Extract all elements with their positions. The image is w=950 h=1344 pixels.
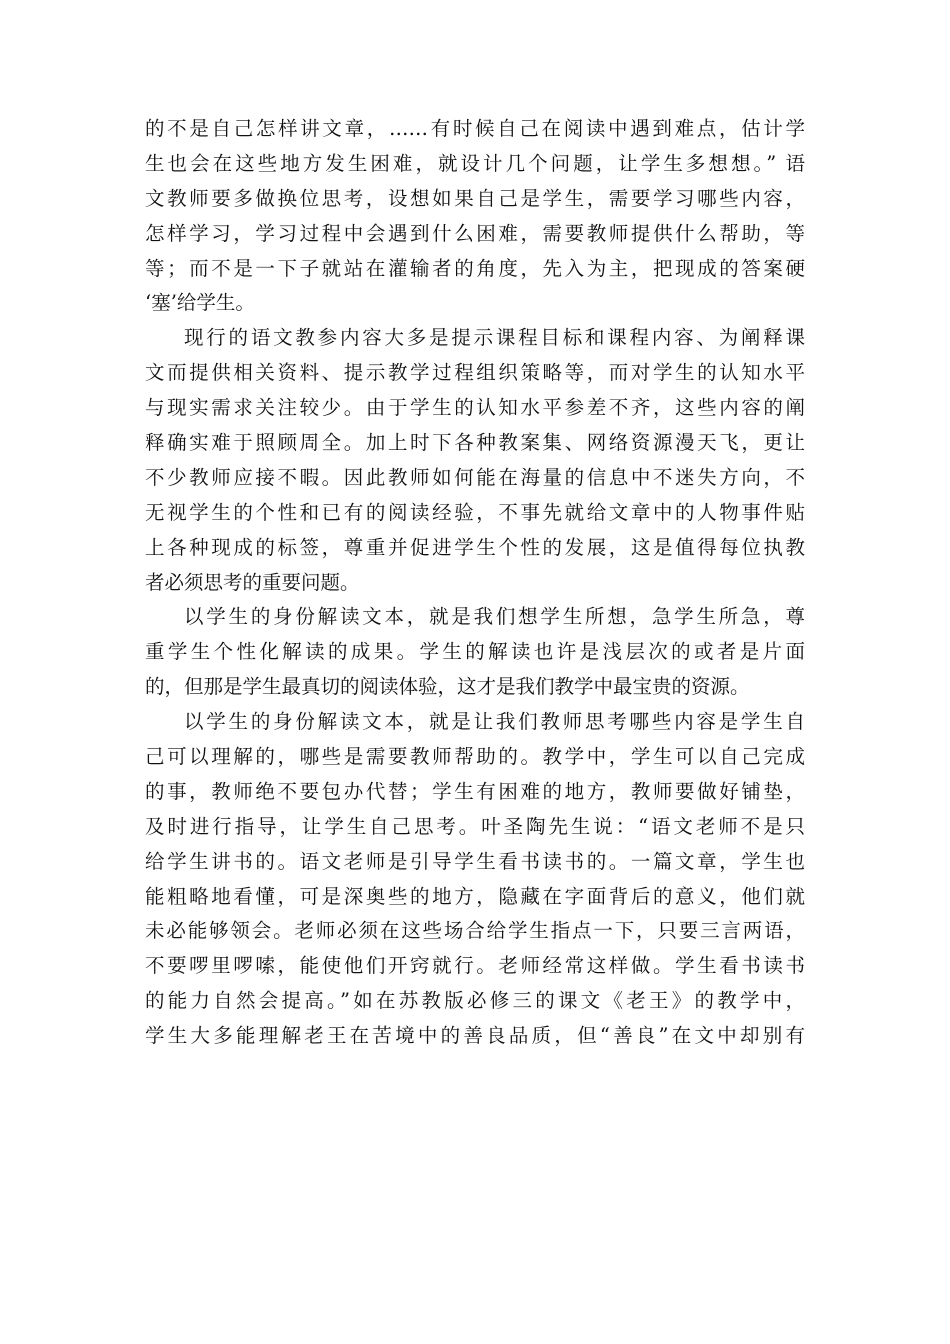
text-line: 给学生讲书的。语文老师是引导学生看书读书的。一篇文章，学生也 bbox=[145, 849, 805, 873]
text-line: 及时进行指导，让学生自己思考。叶圣陶先生说：“语文老师不是只 bbox=[145, 814, 805, 838]
text-line: 文而提供相关资料、提示教学过程组织策略等，而对学生的认知水平 bbox=[145, 361, 805, 385]
paragraph bbox=[145, 112, 805, 321]
text-line: 释确实难于照顾周全。加上时下各种教案集、网络资源漫天飞，更让 bbox=[145, 431, 805, 455]
text-line: 学生大多能理解老王在苦境中的善良品质，但“善良”在文中却别有 bbox=[145, 1024, 805, 1048]
text-line: 上各种现成的标签，尊重并促进学生个性的发展，这是值得每位执教 bbox=[145, 535, 805, 559]
text-line: 怎样学习，学习过程中会遇到什么困难，需要教师提供什么帮助，等 bbox=[145, 221, 805, 245]
text-line: 的能力自然会提高。”如在苏教版必修三的课文《老王》的教学中， bbox=[145, 989, 805, 1013]
text-line: 的事，教师绝不要包办代替；学生有困难的地方，教师要做好铺垫， bbox=[145, 779, 805, 803]
text-line: 未必能够领会。老师必须在这些场合给学生指点一下，只要三言两语， bbox=[145, 919, 805, 943]
text-line: 文教师要多做换位思考，设想如果自己是学生，需要学习哪些内容， bbox=[145, 186, 805, 210]
text-line: 以学生的身份解读文本，就是我们想学生所想，急学生所急，尊 bbox=[184, 605, 805, 629]
text-line: 无视学生的个性和已有的阅读经验，不事先就给文章中的人物事件贴 bbox=[145, 500, 805, 524]
text-line: 与现实需求关注较少。由于学生的认知水平参差不齐，这些内容的阐 bbox=[145, 396, 805, 420]
paragraph bbox=[145, 321, 805, 600]
text-line: 生也会在这些地方发生困难，就设计几个问题，让学生多想想。” 语 bbox=[145, 151, 805, 175]
text-line: ‘塞’给学生。 bbox=[145, 291, 255, 315]
body-text bbox=[145, 112, 805, 1054]
text-line: 己可以理解的，哪些是需要教师帮助的。教学中，学生可以自己完成 bbox=[145, 745, 805, 769]
text-line: 能粗略地看懂，可是深奥些的地方，隐藏在字面背后的意义，他们就 bbox=[145, 884, 805, 908]
text-line: 的，但那是学生最真切的阅读体验，这才是我们教学中最宝贵的资源。 bbox=[145, 675, 750, 699]
text-line: 的不是自己怎样讲文章，……有时候自己在阅读中遇到难点，估计学 bbox=[145, 117, 805, 140]
text-line: 重学生个性化解读的成果。学生的解读也许是浅层次的或者是片面 bbox=[145, 640, 805, 664]
text-line: 等；而不是一下子就站在灌输者的角度，先入为主，把现成的答案硬 bbox=[145, 256, 805, 280]
text-line: 者必须思考的重要问题。 bbox=[145, 570, 360, 594]
text-line: 以学生的身份解读文本，就是让我们教师思考哪些内容是学生自 bbox=[184, 710, 805, 734]
text-line: 不少教师应接不暇。因此教师如何能在海量的信息中不迷失方向，不 bbox=[145, 465, 805, 489]
paragraph bbox=[145, 705, 805, 1054]
text-line: 现行的语文教参内容大多是提示课程目标和课程内容、为阐释课 bbox=[184, 326, 805, 350]
text-line: 不要啰里啰嗦，能使他们开窍就行。老师经常这样做。学生看书读书 bbox=[145, 954, 805, 978]
paragraph bbox=[145, 600, 805, 705]
